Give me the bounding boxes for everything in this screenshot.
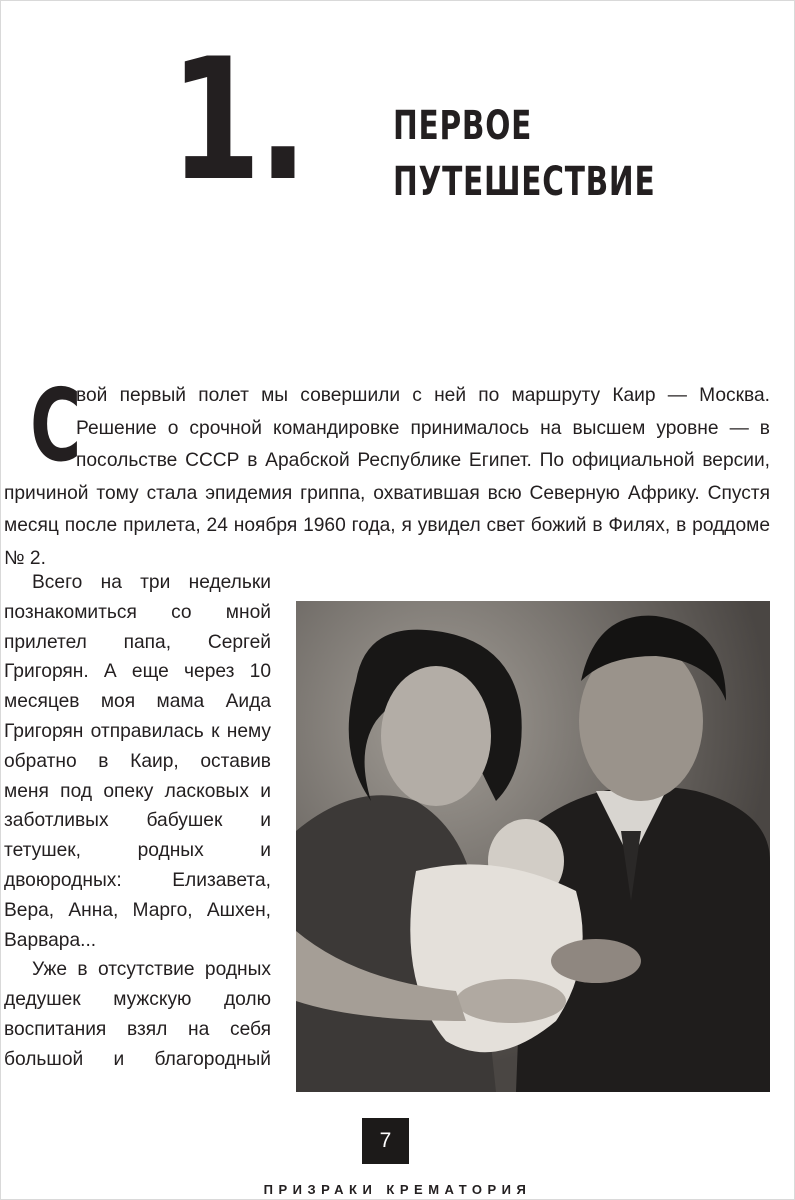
body-paragraph-1: Всего на три недельки познакомиться со мной прилетел папа, Сергей Григорян. А еще через 10 месяцев моя мама Аида Григорян отправилась к нему обратно в Каир, оставив меня под опеку ласковых и заботливых бабушек и тетушек, родных и двоюродных: Елизавета, Вера, Анна, Марго, Ашхен, Варвара... — [4, 572, 271, 951]
body-column — [4, 568, 271, 1075]
chapter-title — [393, 98, 655, 210]
chapter-title-line-2: ПУТЕШЕСТВИЕ — [393, 159, 656, 205]
chapter-title-line-1: ПЕРВОЕ — [393, 103, 533, 149]
body-paragraph-2: Уже в отсутствие родных дедушек мужскую долю воспитания взял на себя большой и благородный — [4, 959, 271, 1070]
lead-paragraph — [4, 367, 770, 575]
chapter-number: 1. — [170, 22, 305, 218]
page-number: 7 — [362, 1118, 409, 1164]
running-footer: ПРИЗРАКИ КРЕМАТОРИЯ — [263, 1182, 532, 1197]
lead-paragraph-text: вой первый полет мы совершили с ней по маршруту Каир — Москва. Решение о срочной командировке принималось на высшем уровне — в посольстве СССР в Арабской Республике Египет. По официальной версии, причиной тому стала эпидемия гриппа, охватившая всю Северную Африку. Спустя месяц после прилета, 24 ноября 1960 года, я увидел свет божий в Филях, в роддоме № 2. — [4, 385, 770, 569]
drop-cap: С — [30, 367, 82, 484]
family-photo — [296, 601, 770, 1092]
